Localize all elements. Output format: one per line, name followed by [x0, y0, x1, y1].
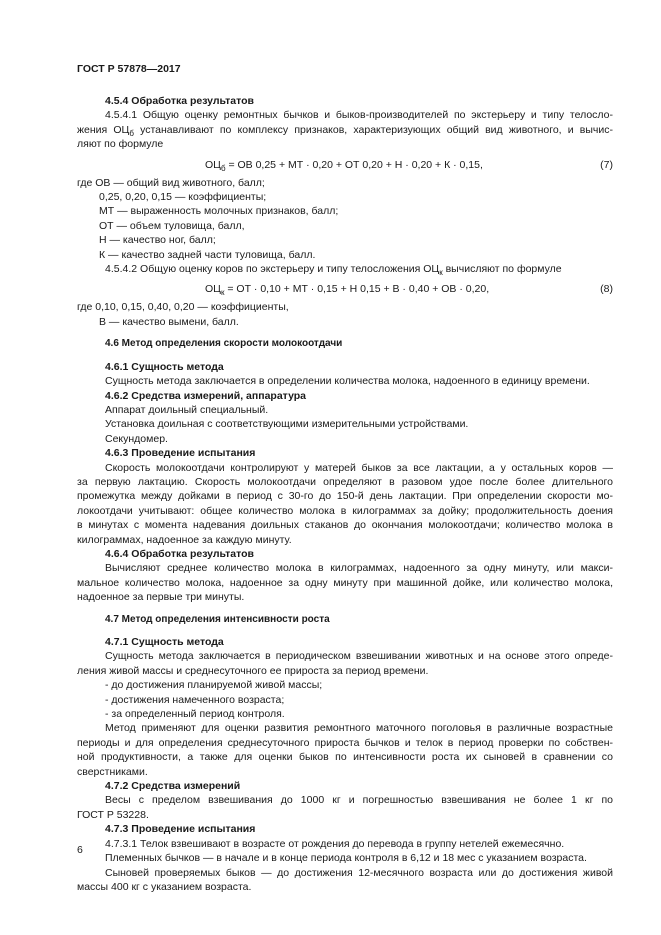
definition: К — качество задней части туловища, балл. — [99, 248, 316, 261]
heading-4-6-4: 4.6.4 Обработка результатов — [105, 547, 254, 560]
paragraph-line: Весы с пределом взвешивания до 1000 кг и погрешностью взвешивания не более 1 кг по — [105, 794, 613, 807]
paragraph-line: ной продуктивности, а также для оценки быков по интенсивности роста их сыновей в сравнении со — [77, 751, 613, 764]
paragraph-4-7-3-1: 4.7.3.1 Телок взвешивают в возрасте от рождения до перевода в группу нетелей ежемесячно. — [105, 837, 565, 850]
formula-7-number: (7) — [600, 158, 613, 171]
heading-4-6-1: 4.6.1 Сущность метода — [105, 360, 224, 373]
bullet-item: - до достижения планируемой живой массы; — [105, 679, 323, 692]
paragraph-4-5-4-1-line3: ляют по формуле — [77, 138, 164, 151]
paragraph-line: ления живой массы и среднесуточного ее прироста за период времени. — [77, 664, 429, 677]
heading-4-7-2: 4.7.2 Средства измерений — [105, 780, 241, 793]
paragraph-line: промежутка между дойками в период с 30-го до 150-й день лактации. При определении скорости мо- — [77, 490, 613, 503]
paragraph-4-6-1: Сущность метода заключается в определении количества молока, надоенного в единицу времени. — [105, 375, 590, 388]
formula-lhs: ОЦ — [205, 283, 221, 296]
paragraph-line: сверстниками. — [77, 765, 148, 778]
page-content — [77, 94, 613, 894]
where-clause-2: где 0,10, 0,15, 0,40, 0,20 — коэффициенты, — [77, 301, 289, 314]
text: вычисляют по формуле — [442, 263, 562, 276]
paragraph-line: Сущность метода заключается в периодическом взвешивании животных и на основе этого опреде- — [105, 650, 613, 663]
paragraph-line: Сыновей проверяемых быков — до достижения 12-месячного возраста или до достижения живой — [105, 866, 613, 879]
definition: Н — качество ног, балл; — [99, 234, 216, 247]
paragraph-line: массы 400 кг с указанием возраста. — [77, 880, 252, 893]
paragraph-line: килограммах, надоенное за каждую минуту. — [77, 533, 292, 546]
paragraph-line: надоенное за первые три минуты. — [77, 591, 245, 604]
heading-4-7: 4.7 Метод определения интенсивности роста — [105, 613, 330, 625]
definition: В — качество вымени, балл. — [99, 315, 239, 328]
paragraph-line: Скорость молокоотдачи контролируют у матерей быков за все лактации, а у остальных коров — — [105, 461, 613, 474]
standard-header: ГОСТ Р 57878—2017 — [77, 63, 181, 75]
bullet-item: - за определенный период контроля. — [105, 708, 285, 721]
formula-7 — [77, 154, 613, 176]
heading-4-6-2: 4.6.2 Средства измерений, аппаратура — [105, 389, 307, 402]
list-item: Секундомер. — [105, 432, 168, 445]
formula-8-number: (8) — [600, 283, 613, 296]
list-item: Аппарат доильный специальный. — [105, 403, 269, 416]
list-item: Установка доильная с соответствующими измерительными устройствами. — [105, 418, 469, 431]
paragraph-4-5-4-2 — [77, 262, 613, 276]
text: 4.5.4.1 Общую оценку ремонтных бычков и быков-производителей по экстерьеру и типу телосло- — [105, 109, 613, 122]
formula-subscript: б — [220, 163, 226, 173]
heading-4-6: 4.6 Метод определения скорости молокоотдачи — [105, 338, 343, 350]
subscript: б — [129, 128, 134, 138]
where-clause-1: где ОВ — общий вид животного, балл; — [77, 176, 265, 189]
text: жения ОЦ — [77, 123, 130, 136]
paragraph-line: ГОСТ Р 53228. — [77, 808, 149, 821]
definition: МТ — выраженность молочных признаков, балл; — [99, 205, 339, 218]
paragraph-line: мальное количество молока, надоенное за одну минуту при машинной дойке, или количество молока, — [77, 576, 613, 589]
paragraph-line: за первую лактацию. Скорость молокоотдачи определяют в разовом удое после более длительного — [77, 475, 613, 488]
paragraph-line: Метод применяют для оценки развития ремонтного маточного поголовья в различные возрастные — [105, 722, 613, 735]
text: устанавливают по комплексу признаков, характеризующих общий вид животного, и вычис- — [133, 123, 613, 136]
paragraph-4-5-4-1-line2 — [77, 123, 613, 137]
heading-4-6-3: 4.6.3 Проведение испытания — [105, 447, 256, 460]
formula-subscript: к — [220, 288, 225, 298]
heading-4-7-3: 4.7.3 Проведение испытания — [105, 823, 256, 836]
definition: 0,25, 0,20, 0,15 — коэффициенты; — [99, 191, 267, 204]
formula-7-expression — [205, 158, 483, 172]
subscript: к — [439, 268, 443, 278]
formula-rhs: = ОВ 0,25 + МТ · 0,20 + ОТ 0,20 + Н · 0,20 + К · 0,15, — [225, 158, 483, 171]
formula-lhs: ОЦ — [205, 158, 221, 171]
paragraph-line: Вычисляют среднее количество молока в килограммах, надоенного за одну минуту, или макси- — [105, 562, 613, 575]
formula-8-expression — [205, 282, 489, 296]
bullet-item: - достижения намеченного возраста; — [105, 693, 285, 706]
definition: ОТ — объем туловища, балл, — [99, 219, 245, 232]
formula-8 — [77, 278, 613, 300]
paragraph-line: Племенных бычков — в начале и в конце периода контроля в 6,12 и 18 мес с указанием возраста. — [105, 852, 587, 865]
heading-4-7-1: 4.7.1 Сущность метода — [105, 636, 224, 648]
paragraph-line: в минутах с момента надевания доильных стаканов до окончания молокоотдачи; количество молока в — [77, 519, 613, 532]
paragraph-line: периоды и для определения среднесуточного прироста бычков и телок в период проверки по собствен- — [77, 736, 613, 749]
text: 4.5.4.2 Общую оценку коров по экстерьеру и типу телосложения ОЦ — [105, 263, 440, 276]
paragraph-line: локоотдачи учитывают: общее количество молока в килограммах за дойку; продолжительность доения — [77, 504, 613, 517]
heading-4-5-4: 4.5.4 Обработка результатов — [105, 95, 254, 107]
paragraph-4-5-4-1-line1 — [77, 108, 613, 122]
page-number: 6 — [77, 844, 83, 856]
formula-rhs: = ОТ · 0,10 + МТ · 0,15 + Н 0,15 + В · 0,40 + ОВ · 0,20, — [224, 283, 490, 296]
